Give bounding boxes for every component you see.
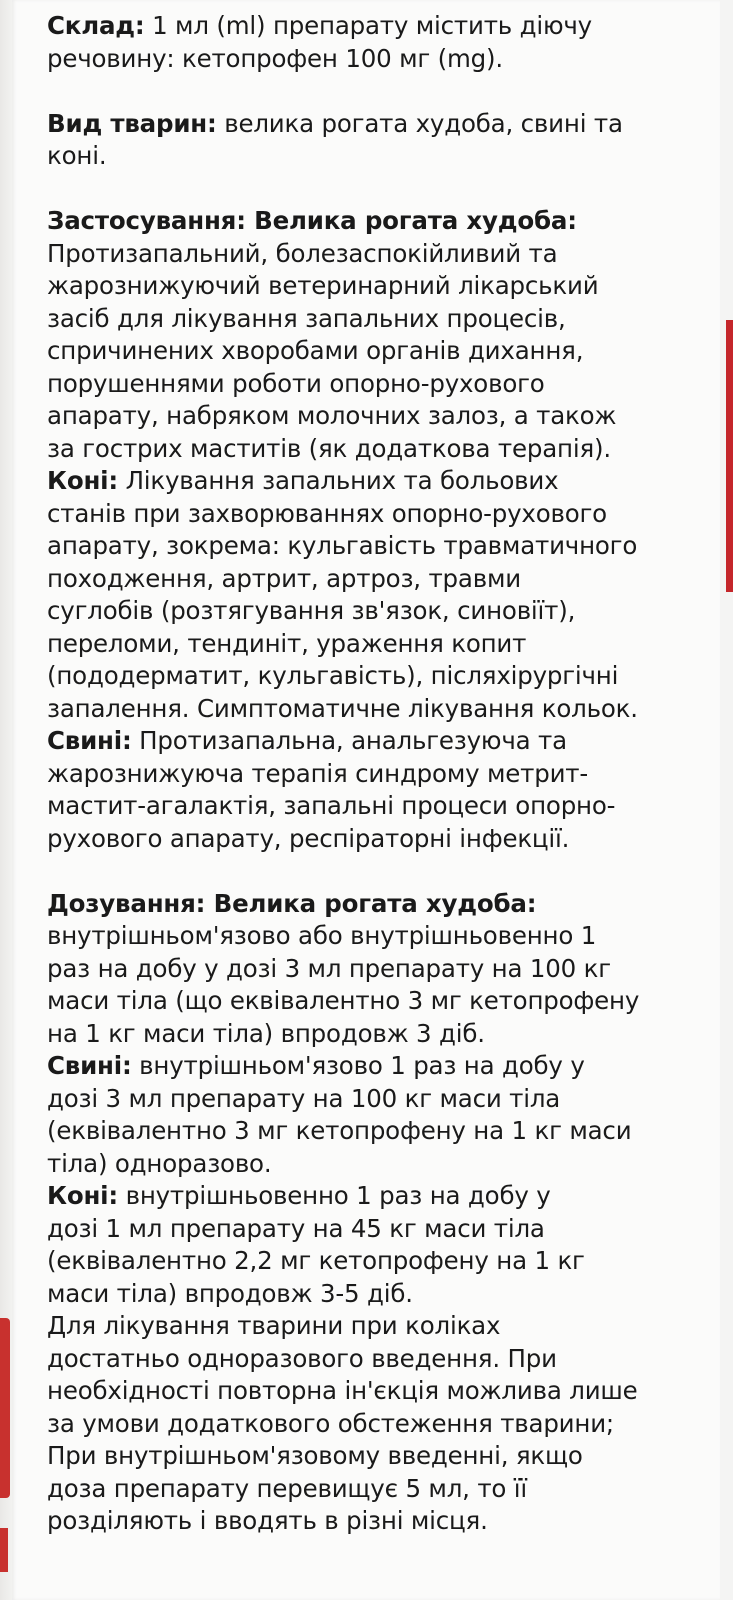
application-horses-line: апарату, зокрема: кульгавість травматичного — [47, 531, 638, 560]
dosage-pigs-line: тіла) одноразово. — [47, 1148, 272, 1178]
dosage-horses-line: Коні: внутрішньовенно 1 раз на добу у — [47, 1181, 551, 1210]
application-pigs-line: Свині: Протизапальна, анальгезуюча та — [47, 726, 567, 755]
red-side-stripe-left — [0, 1318, 10, 1498]
dosage-cattle-line: внутрішньом'язово або внутрішньовенно 1 — [47, 921, 597, 950]
red-side-stripe-left-bottom — [0, 1528, 8, 1572]
dosage-colic-line: Для лікування тварини при коліках — [47, 1311, 501, 1340]
application-cattle-line: Протизапальний, болезаспокійливий та — [47, 238, 558, 268]
composition-line-2: речовину: кетопрофен 100 мг (mg). — [47, 43, 503, 73]
application-horses-line: станів при захворюваннях опорно-рухового — [47, 498, 607, 528]
dosage-colic-line: за умови додаткового обстеження тварини; — [47, 1408, 614, 1438]
dosage-colic-line: При внутрішньом'язовому введенні, якщо — [47, 1441, 583, 1470]
application-horses-line: суглобів (розтягування зв'язок, синовіїт), — [47, 596, 576, 625]
dosage-colic-line: доза препарату перевищує 5 мл, то її — [47, 1473, 528, 1503]
application-horses-label: Коні: — [47, 466, 118, 495]
dosage-pigs-line: дозі 3 мл препарату на 100 кг маси тіла — [47, 1083, 561, 1113]
application-horses-line: (пододерматит, кульгавість), післяхірургічні — [47, 661, 619, 690]
species-line-2: коні. — [47, 141, 107, 170]
dosage-cattle-line: раз на добу у дозі 3 мл препарату на 100 кг — [47, 953, 611, 983]
species-label: Вид тварин: — [47, 108, 217, 138]
dosage-pigs-line: (еквівалентно 3 мг кетопрофену на 1 кг маси — [47, 1116, 632, 1145]
application-heading: Застосування: Велика рогата худоба: — [47, 206, 577, 235]
application-cattle-line: жарознижуючий ветеринарний лікарський — [47, 271, 599, 300]
dosage-cattle-line: маси тіла (що еквівалентно 3 мг кетопрофену — [47, 986, 640, 1015]
application-pigs-line: рухового апарату, респіраторні інфекції. — [47, 823, 570, 853]
species-line-1: Вид тварин: велика рогата худоба, свині та — [47, 108, 623, 138]
application-horses-line: походження, артрит, артроз, травми — [47, 563, 521, 593]
application-horses-line: переломи, тендиніт, ураження копит — [47, 628, 527, 658]
dosage-colic-line: достатньо одноразового введення. При — [47, 1343, 557, 1373]
composition-label: Склад: — [47, 11, 145, 40]
application-cattle-line: за гострих маститів (як додаткова терапія). — [47, 433, 611, 463]
dosage-heading: Дозування: Велика рогата худоба: — [47, 888, 537, 918]
red-side-stripe — [726, 320, 733, 592]
dosage-pigs-line: Свині: внутрішньом'язово 1 раз на добу у — [47, 1051, 585, 1080]
dosage-colic-line: необхідності повторна ін'єкція можлива лише — [47, 1376, 638, 1405]
application-cattle-line: порушеннями роботи опорно-рухового — [47, 368, 545, 398]
application-horses-line: запалення. Симптоматичне лікування кольок. — [47, 693, 638, 723]
application-cattle-line: апарату, набряком молочних залоз, а також — [47, 401, 617, 430]
dosage-horses-line: дозі 1 мл препарату на 45 кг маси тіла — [47, 1213, 545, 1243]
dosage-horses-label: Коні: — [47, 1181, 118, 1210]
composition-line-1: Склад: 1 мл (ml) препарату містить діючу — [47, 11, 592, 40]
application-pigs-line: жарознижуюча терапія синдрому метрит- — [47, 758, 589, 788]
dosage-colic-line: розділяють і вводять в різні місця. — [47, 1506, 488, 1535]
dosage-pigs-label: Свині: — [47, 1051, 132, 1080]
dosage-horses-line: маси тіла) впродовж 3-5 діб. — [47, 1278, 413, 1308]
dosage-horses-line: (еквівалентно 2,2 мг кетопрофену на 1 кг — [47, 1246, 585, 1275]
application-horses-line: Коні: Лікування запальних та больових — [47, 466, 559, 495]
application-pigs-label: Свині: — [47, 726, 132, 755]
leaflet-text — [47, 10, 707, 1538]
application-pigs-line: мастит-агалактія, запальні процеси опорно- — [47, 791, 616, 820]
application-cattle-line: спричинених хворобами органів дихання, — [47, 336, 584, 365]
dosage-cattle-line: на 1 кг маси тіла) впродовж 3 діб. — [47, 1018, 485, 1048]
application-cattle-line: засіб для лікування запальних процесів, — [47, 303, 566, 333]
